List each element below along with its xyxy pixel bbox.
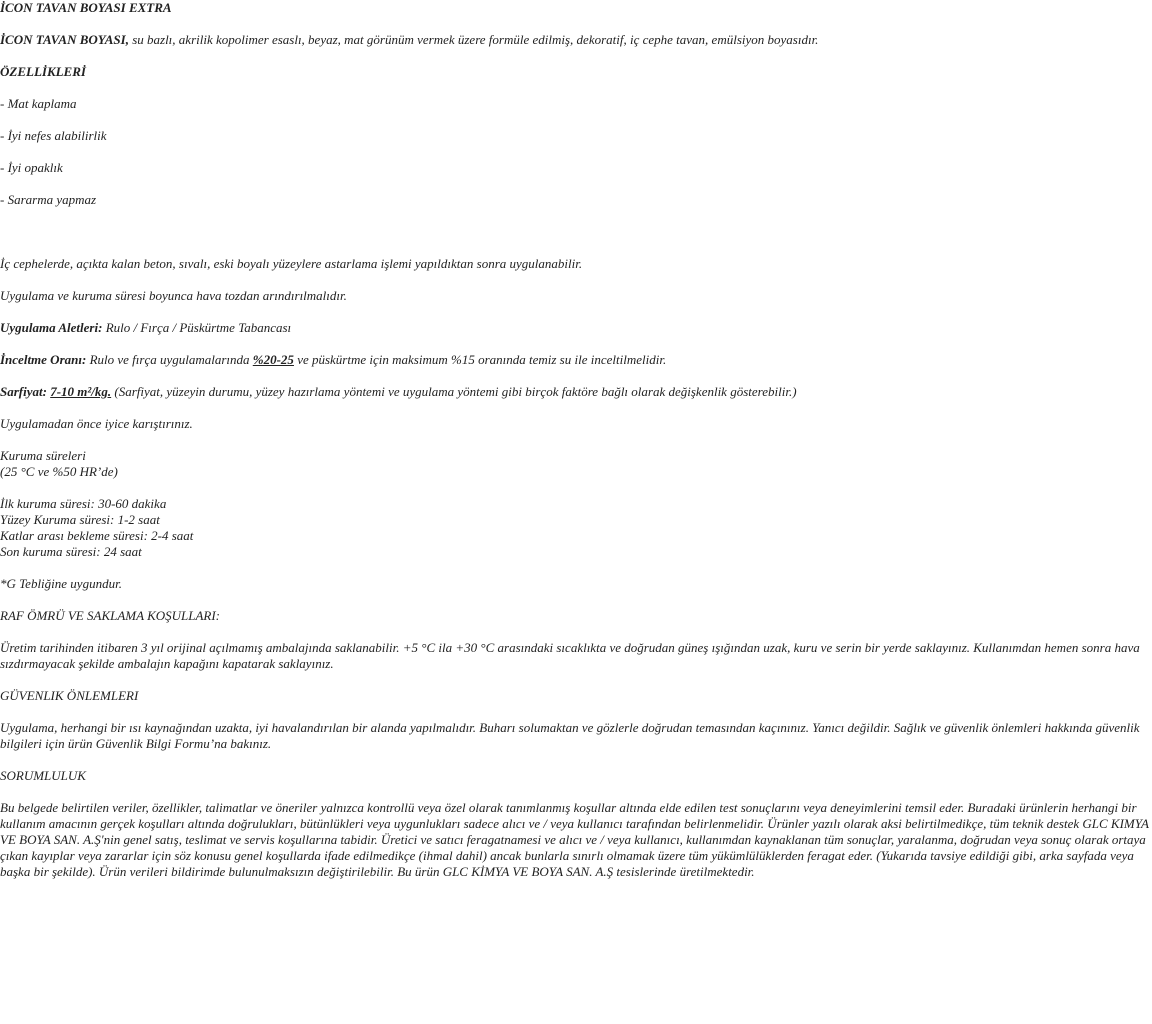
storage-heading: RAF ÖMRÜ VE SAKLAMA KOŞULLARI: (0, 608, 221, 623)
tools-label: Uygulama Aletleri: (0, 320, 103, 335)
usage-dust-note: Uygulama ve kuruma süresi boyunca hava tozdan arındırılmalıdır. (0, 288, 347, 303)
liability-text: Bu belgede belirtilen veriler, özellikler, talimatlar ve öneriler yalnızca kontrollü veya özel olarak tanımlanmış koşullar altında elde edilen test sonuçlarını veya deneyimlerini temsil eder. Buradaki ürünlerin herhangi bir kullanım amacının gerçek koşulları altında doğrulukları, bütünlükleri veya uygunlukları sadece alıcı ve / veya kullanıcı tarafından belirlenmelidir. Ürünler yazılı olarak aksi belirtilmedikçe, tüm teknik destek GLC KIMYA VE BOYA SAN. A.Ş'nin genel satış, teslimat ve servis koşullarına tabidir. Üretici ve satıcı feragatnamesi ve alıcı ve / veya kullanıcı, kullanımdan kaynaklanan tüm sonuçlar, yaralanma, doğrudan veya sonuç olarak ortaya çıkan kayıplar veya zararlar için söz konusu genel koşullarda ifade edilmedikçe (ihmal dahil) ancak bunlarla sınırlı olmamak üzere tüm yükümlülüklerden feragat eder. (Yukarıda tavsiye edildiği gibi, arka sayfada veya başka bir şekilde). Ürün verileri bildirimde bulunulmaksızın değiştirilebilir. Bu ürün GLC KİMYA VE BOYA SAN. A.Ş tesislerinde üretilmektedir. (0, 800, 1149, 879)
safety-text: Uygulama, herhangi bir ısı kaynağından uzakta, iyi havalandırılan bir alanda yapılmalıdır. Buharı solumaktan ve gözlerle doğrudan temasından kaçınınız. Yanıcı değildir. Sağlık ve güvenlik önlemleri hakkında güvenlik bilgileri için ürün Güvenlik Bilgi Formu’na bakınız. (0, 720, 1140, 751)
drying-line: Katlar arası bekleme süresi: 2-4 saat (0, 528, 194, 543)
regulation-note: *G Tebliğine uygundur. (0, 576, 122, 591)
safety-heading: GÜVENLIK ÖNLEMLERI (0, 688, 139, 703)
coverage-label: Sarfiyat: (0, 384, 47, 399)
drying-header (0, 448, 1152, 480)
drying-line: İlk kuruma süresi: 30-60 dakika (0, 496, 167, 511)
intro-paragraph (0, 32, 1152, 48)
usage-thinning: İnceltme Oranı: Rulo ve fırça uygulamalarında %20-25 ve püskürtme için maksimum %15 oranında temiz su ile inceltilmelidir. (0, 352, 667, 367)
product-description: su bazlı, akrilik kopolimer esaslı, beyaz, mat görünüm vermek üzere formüle edilmiş, dekoratif, iç cephe tavan, emülsiyon boyasıdır. (128, 32, 819, 47)
usage-mix-note: Uygulamadan önce iyice karıştırınız. (0, 416, 193, 431)
storage-text: Üretim tarihinden itibaren 3 yıl orijinal açılmamış ambalajında saklanabilir. +5 °C ila +30 °C arasındaki sıcaklıkta ve doğrudan güneş ışığından uzak, kuru ve serin bir yerde saklayınız. Kullanımdan hemen sonra hava sızdırmayacak şekilde ambalajın kapağını kapatarak saklayınız. (0, 640, 1140, 671)
feature-item: - Mat kaplama (0, 96, 77, 111)
drying-conditions: (25 °C ve %50 HR’de) (0, 464, 118, 479)
usage-surfaces: İç cephelerde, açıkta kalan beton, sıvalı, eski boyalı yüzeylere astarlama işlemi yapıldıktan sonra uygulanabilir. (0, 256, 583, 271)
drying-times (0, 496, 1152, 560)
drying-heading: Kuruma süreleri (0, 448, 86, 463)
spacer (0, 224, 1152, 256)
tools-value: Rulo / Fırça / Püskürtme Tabancası (102, 320, 292, 335)
usage-coverage (0, 384, 1152, 400)
doc-title: İCON TAVAN BOYASI EXTRA (0, 0, 172, 15)
features-heading: ÖZELLİKLERİ (0, 64, 86, 79)
drying-line: Yüzey Kuruma süresi: 1-2 saat (0, 512, 160, 527)
thinning-ratio: %20-25 (252, 352, 294, 367)
usage-tools (0, 320, 1152, 336)
feature-item: - İyi nefes alabilirlik (0, 128, 107, 143)
feature-item: - İyi opaklık (0, 160, 63, 175)
drying-line: Son kuruma süresi: 24 saat (0, 544, 142, 559)
liability-heading: SORUMLULUK (0, 768, 86, 783)
product-name: İCON TAVAN BOYASI, (0, 32, 129, 47)
thinning-label: İnceltme Oranı: (0, 352, 87, 367)
feature-item: - Sararma yapmaz (0, 192, 97, 207)
coverage-value: 7-10 m²/kg. (50, 384, 112, 399)
coverage-note: (Sarfiyat, yüzeyin durumu, yüzey hazırlama yöntemi ve uygulama yöntemi gibi birçok faktöre bağlı olarak değişkenlik gösterebilir.) (111, 384, 797, 399)
